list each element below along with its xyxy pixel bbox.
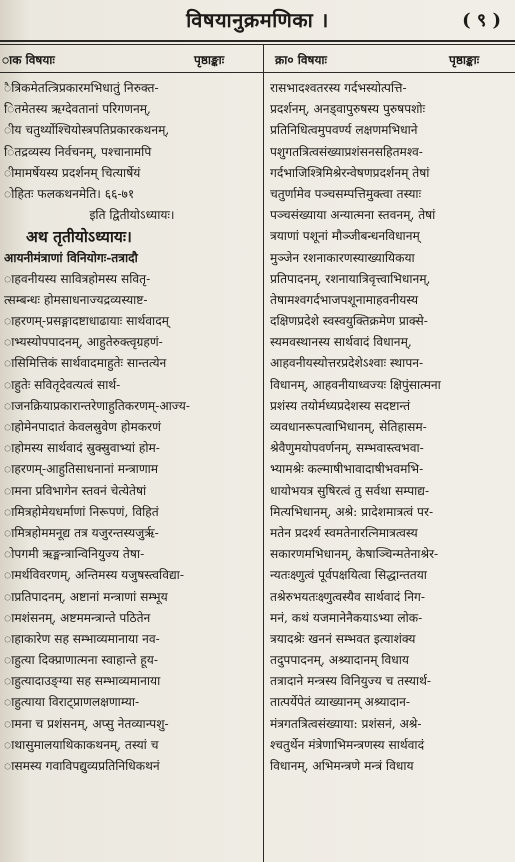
right-column-line: न्यतःक्ष्णुत्वं पूर्वपक्षयित्वा सिद्धान्ततया	[270, 568, 427, 583]
right-column-line: व्यवधानरूपत्वाभिधानम्, सेतिहासम-	[270, 420, 427, 434]
right-column-line: धायोभयत्र सुषिरत्वं तु सर्वथा सम्पाद्य-	[270, 483, 430, 498]
right-column-line: रासभादश्वतरस्य गर्दभस्योत्पत्ति-	[270, 81, 407, 95]
left-column-line: ाप्रतिपादनम्, अष्टानां मन्त्राणां सम्भूय	[4, 589, 168, 604]
right-column-line: मित्यभिधानम्, अश्रे: प्रादेशमात्रत्वं पर-	[270, 504, 434, 519]
right-column-line: तश्रेरुभयतःक्ष्णुत्वस्यैव सार्थवादं निग-	[270, 589, 425, 604]
right-column-line: त्रयादश्रेः खननं सम्भवत इत्याशंक्य	[270, 631, 416, 646]
right-column-line: प्रशंस्य तयोर्मध्यप्रदेशस्य सदष्टान्तं	[270, 398, 411, 413]
right-column-line: दक्षिणप्रदेशे स्वस्वयुक्तिक्रमेण प्राक्से-	[270, 314, 428, 329]
header-rule	[0, 40, 515, 42]
left-column-line: ाहुत्यादाउङ्ग्या सह सम्भाव्यमानाया	[4, 674, 161, 689]
right-column-line: आहवनीयस्योत्तरप्रदेशेऽश्वाः स्थापन-	[270, 356, 424, 371]
left-column-header	[0, 48, 260, 70]
left-column-line: ासिमित्तिकं सार्थवादमाहुतेः सान्तत्येन	[4, 356, 167, 371]
right-column-line: तात्पर्येपेतं व्याख्यानम् अश्र्यादान-	[270, 695, 411, 710]
left-column-line: ामित्रहोमेयधर्माणां निरूपणं, विहितं	[4, 504, 159, 519]
right-page-label: पृष्ठाङ्काः	[449, 53, 480, 67]
right-column-line: प्रदर्शनम्, अनड्वापुरुषस्य पुरुषपशोः	[270, 102, 426, 117]
left-column-line: ीय चतुर्थ्योश्चियोस्त्रपतिप्रकारकथनम्,	[4, 123, 170, 138]
page-title: विषयानुक्रमणिका ।	[186, 8, 329, 32]
right-column-line: मतेन प्रदर्श्य स्वमतेनारत्निमात्रत्वस्य	[270, 525, 418, 540]
left-column-line: ाथासुमालयाथिकाकथनम्, तस्यां च	[4, 737, 159, 752]
left-column-line: ासमस्य गवाविपद्युव्यप्रतिनिधिकथनं	[4, 759, 160, 773]
left-column-line: ाजनक्रियाप्रकारान्तरेणाहुतिकरणम्-आज्य-	[4, 398, 190, 413]
left-column-line: ाहरणम्-आहुतिसाधनानां मन्त्राणाम	[4, 462, 159, 477]
left-column-line: ाहोमेनपादातं केवलस्रुवेण होमकरणं	[4, 420, 161, 434]
left-column-line: ितद्रव्यस्य निर्वचनम्, पश्चानामपि	[4, 144, 152, 159]
right-column-line: विधानम्, अभिमन्त्रणे मन्त्रं विधाय	[270, 759, 414, 773]
page-header	[0, 4, 515, 38]
left-column-line: ामना च प्रशंसनम्, अप्सु नेतव्यान्पशु-	[4, 716, 169, 731]
right-column-line: श्चतुर्थेन मंत्रेणाभिमन्त्रणस्य सार्थवादं	[270, 737, 425, 752]
right-column-line: भ्यामश्रेः कल्माषीभावादाषीभवमभि-	[270, 462, 424, 477]
left-column-line: आयनीमंत्राणां विनियोगः-तत्रादौ	[4, 250, 138, 265]
right-column-line: श्रेवैणुमयोपवर्णनम्, सम्भवास्त्वभवा-	[270, 441, 424, 456]
right-column-line: पञ्चसंख्याया अन्यात्मना स्तवनम्, तेषां	[270, 208, 436, 223]
left-column-line: ामना प्रविभागेन स्तवनं चेत्येतेषां	[4, 483, 147, 498]
right-column-line: प्रतिनिधित्वमुपवर्ण्य लक्षणमभिधाने	[270, 123, 418, 138]
left-column-line: ाहोमस्य सार्थवादं स्रुक्स्रुवाभ्यां होम-	[4, 441, 160, 456]
left-column-line: ाहरणम्-प्रसङ्गादष्टाधाढायाः सार्थवादम्	[4, 314, 169, 329]
left-column-line: ैत्रिकमेतत्त्रिप्रकारमभिधातुं निरुक्त-	[4, 81, 159, 95]
right-column-line: सकारणमभिधानम्, केषाञ्चिन्मतेनाश्रेर-	[270, 547, 439, 562]
chapter-end-line: इति द्वितीयोऽध्यायः।	[89, 208, 175, 223]
right-column-header	[263, 48, 515, 70]
left-column-line: त्सम्बन्धः होमसाधनाज्यद्रव्यस्याष्ट-	[4, 292, 148, 307]
right-column-line: त्रयाणां पशूनां मौञ्जीबन्धनविधानम्	[270, 229, 420, 244]
left-column-line: ाहुतेः सवितृदेवत्यत्वं सार्थ-	[4, 377, 121, 392]
right-column-line: तेषामश्वगर्दभाजपशूनामाहवनीयस्य	[270, 292, 419, 307]
left-column	[4, 78, 260, 777]
left-subject-label: ाक विषयाः	[2, 53, 55, 67]
column-divider	[263, 45, 264, 862]
left-column-line: ामित्रहोममनूद्य तत्र यजुरन्तस्यजुर्ऋ-	[4, 525, 159, 540]
right-column-line: प्रतिपादनम्, रशनायात्रिवृत्त्वाभिधानम्,	[270, 271, 431, 286]
right-column-line: चतुर्णामेव पञ्चसम्पत्तिमुक्त्वा तस्याः	[270, 186, 422, 201]
left-column-line: ाहुत्याया विराट्प्राणलक्षणाम्या-	[4, 695, 140, 710]
header-rule-thin	[0, 44, 515, 45]
left-column-line: ाहुत्या दिक्प्राणात्मना स्वाहान्ते हूय-	[4, 653, 158, 668]
column-header-rule	[0, 72, 515, 73]
right-column-line: गर्दभाजिश्त्रिमिश्रेरन्वेषणप्रदर्शनम् तेषां	[270, 165, 430, 180]
chapter-heading: अथ तृतीयोऽध्यायः।	[26, 227, 132, 247]
right-column-line: मनं, कथं यजमानेनैकयाऽभ्या लोक-	[270, 610, 423, 625]
left-page-label: पृष्ठाङ्काः	[194, 53, 225, 67]
left-column-line: ाहवनीयस्य सावित्रहोमस्य सवितृ-	[4, 271, 151, 286]
left-column-line: ीमामर्षेयस्य प्रदर्शनम् चित्यार्षेयं	[4, 165, 141, 180]
right-column-line: पशुगतत्रित्वसंख्याप्रशंसनसहितमश्व-	[270, 144, 423, 159]
left-column-line: ितमेतस्य ऋग्देवतानां परिगणनम्,	[4, 102, 151, 117]
left-column-line: ोपगमी ऋङ्मन्त्रान्विनियुज्य तेषा-	[4, 547, 145, 562]
left-column-line: ामशंसनम्, अष्टममन्त्रान्ते पठितेन	[4, 610, 151, 625]
left-column-line: ाभ्यस्योपपादनम्, आहुतेरुक्त्वृग्रहणं-	[4, 335, 163, 350]
right-column-line: तत्रादाने मन्त्रस्य विनियुज्य च तस्यार्थ-	[270, 674, 432, 689]
right-column	[270, 78, 512, 777]
right-column-line: मुञ्जेन रशनाकारणस्याख्यायिकया	[270, 250, 415, 265]
left-column-line: ाहाकारेण सह सम्भाव्यमानाया नव-	[4, 631, 160, 646]
right-column-line: तदुपपादनम्, अश्र्यादानम् विधाय	[270, 653, 410, 668]
right-column-line: मंत्रगतत्रित्वसंख्याया: प्रशंसनं, अश्रे-	[270, 716, 422, 731]
left-column-line: ोहितः फलकथनमेति। ६६-७१	[4, 186, 135, 201]
left-column-line: ामर्थविवरणम्, अन्तिमस्य यजुषस्त्वविद्या-	[4, 568, 184, 583]
page-number: ( ९ )	[462, 10, 501, 31]
right-subject-label: क्रा० विषयाः	[275, 53, 327, 67]
right-column-line: विधानम्, आहवनीयाध्वज्यः क्षिपुंसात्मना	[270, 377, 441, 392]
right-column-line: स्यमवस्थानस्य सार्थवादं विधानम्,	[270, 335, 412, 350]
